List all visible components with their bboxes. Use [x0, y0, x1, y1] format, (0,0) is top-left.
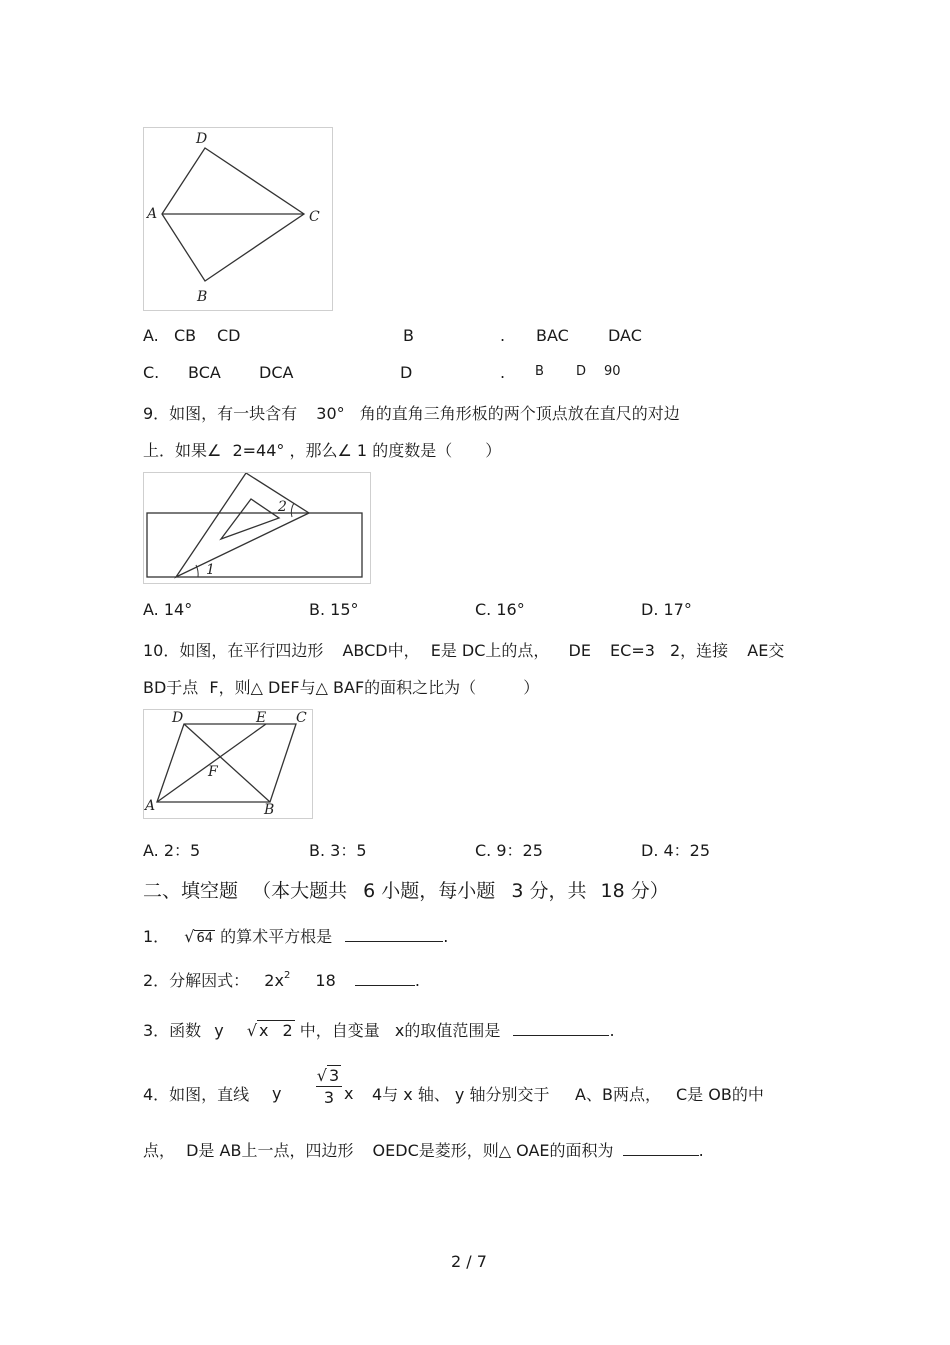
page-number: 2 / 7: [451, 1252, 487, 1271]
label-c: C: [296, 710, 307, 726]
q10-optA: A. 2：5: [143, 841, 201, 860]
q8-optC-letter: C.: [143, 363, 160, 382]
q8-optD-dot: .: [500, 363, 506, 382]
q10-line2: [143, 675, 539, 698]
fill-q2-num: 2．分解因式：: [143, 971, 250, 990]
q9-line2-a: 上．如果∠: [143, 441, 222, 460]
label-a: A: [145, 798, 156, 814]
section-2-title-a: 二、填空题: [143, 880, 239, 902]
fill-q4-num: 4．如图，直线: [143, 1085, 250, 1104]
q9-line1-c: 角的直角三角形板的两个顶点放在直尺的对边: [359, 404, 680, 423]
figure-kite-abcd: [143, 127, 333, 311]
figure-ruler-triangle: [143, 472, 371, 584]
fill-q1-radicand: 64: [196, 931, 214, 946]
q9-line2: [143, 438, 501, 461]
q10-line1-e: EC=3: [610, 641, 655, 660]
section-2-title-c: 6 小题，每小题: [363, 880, 496, 902]
section-2-title-d: 3 分，共: [511, 880, 587, 902]
label-a: A: [147, 206, 158, 222]
label-f: F: [208, 764, 218, 780]
fill-q1-end: .: [443, 927, 449, 946]
fill-q4-C: C是 OB的中: [676, 1085, 764, 1104]
fill-q4-A: A、: [575, 1085, 602, 1104]
section-2-title: [143, 876, 669, 903]
fill-q4-line2: [143, 1138, 704, 1161]
fraction-bar: [316, 1086, 342, 1087]
q9-optC: C. 16°: [475, 600, 525, 619]
fill-q1-num: 1．: [143, 927, 170, 946]
q10-line1-b: ABCD中，: [342, 641, 420, 660]
fill-q4-den: 3: [323, 1088, 335, 1107]
fill-q1-blank[interactable]: [345, 927, 443, 942]
fill-q2-blank[interactable]: [355, 971, 415, 986]
q8-optA-2: CD: [217, 326, 241, 345]
q9-line2-d: ）: [485, 441, 502, 460]
section-2-title-e: 18 分）: [600, 880, 669, 902]
fill-q3-rad-x: x: [259, 1021, 269, 1040]
q8-optC-1: BCA: [188, 363, 221, 382]
fill-q3-num: 3．函数: [143, 1021, 202, 1040]
triangle-outer: [176, 473, 309, 577]
fill-q4-x: x: [344, 1084, 354, 1103]
q10-line1-a: 10．如图，在平行四边形: [143, 641, 324, 660]
q9-optB: B. 15°: [309, 600, 359, 619]
q9-line2-b: 2=44°: [232, 441, 285, 460]
segment-bd: [184, 724, 270, 802]
q8-optA-1: CB: [174, 326, 197, 345]
q10-optC: C. 9：25: [475, 841, 543, 860]
q10-line2-b: F，则△ DEF与△ BAF的面积之比为（: [209, 678, 477, 697]
label-1: 1: [206, 562, 215, 578]
fill-q3-blank[interactable]: [513, 1021, 609, 1036]
q10-line1-c: E是 DC上的点，: [430, 641, 550, 660]
q8-optD-2: D: [576, 364, 587, 379]
fill-q4-line2-b: D是 AB上一点，四边形: [186, 1141, 354, 1160]
fill-q4-num3: 3: [329, 1066, 340, 1085]
fill-q3-x: x的取值范围是: [394, 1021, 501, 1040]
fill-q2-exp: 2: [283, 970, 291, 981]
segment-ae: [157, 724, 266, 802]
ruler: [147, 513, 362, 577]
q9-line2-c: ，那么∠ 1 的度数是（: [289, 441, 453, 460]
label-c: C: [309, 209, 320, 225]
q8-optB-1: BAC: [536, 326, 569, 345]
q8-optA-letter: A.: [143, 326, 159, 345]
q8-optD-letter: D: [400, 363, 413, 382]
fill-q4-4: 4与 x 轴、 y 轴分别交于: [372, 1085, 550, 1104]
fill-q3-radicand: [257, 1020, 295, 1040]
fill-q4-blank[interactable]: [623, 1141, 699, 1156]
fill-q3-rad-2: 2: [282, 1021, 293, 1040]
q9-line1-a: 9．如图，有一块含有: [143, 404, 298, 423]
fill-q1-text: 的算术平方根是: [220, 927, 333, 946]
sqrt-sign: √: [246, 1021, 258, 1040]
q8-optB-2: DAC: [608, 326, 642, 345]
triangle-inner: [221, 499, 279, 539]
q10-line1-f: 2，连接: [670, 641, 729, 660]
q8-optD-1: B: [535, 364, 544, 379]
q9-line1: [143, 401, 680, 424]
fill-q2-end: .: [414, 971, 420, 990]
fill-q2-a: 2x: [264, 971, 284, 990]
label-b: B: [197, 289, 208, 305]
label-b: B: [264, 802, 275, 818]
q10-optB: B. 3：5: [309, 841, 367, 860]
fill-q1: [143, 924, 448, 947]
q10-optD: D. 4：25: [641, 841, 711, 860]
q10-line2-a: BD于点: [143, 678, 199, 697]
label-d: D: [196, 131, 208, 147]
label-2: 2: [278, 499, 287, 515]
fill-q3-y: y: [214, 1021, 224, 1040]
q8-optB-letter: B: [403, 326, 414, 345]
fill-q4-y: y: [272, 1084, 282, 1103]
label-d: D: [172, 710, 184, 726]
fill-q4-line2-c: OEDC是菱形，则△ OAE的面积为: [372, 1141, 614, 1160]
fill-q3-end: .: [609, 1021, 615, 1040]
q8-optC-2: DCA: [259, 363, 294, 382]
fill-q4-B: B两点，: [602, 1085, 661, 1104]
fill-q3: [143, 1018, 615, 1041]
figure-parallelogram: [143, 709, 313, 819]
sqrt-sign: √: [184, 927, 195, 946]
fill-q2-b: 18: [315, 971, 336, 990]
q9-line1-b: 30°: [316, 404, 345, 423]
angle-2-arc: [291, 503, 294, 517]
fill-q2: [143, 968, 420, 991]
fill-q4-end: .: [698, 1141, 704, 1160]
q8-optB-dot: .: [500, 326, 506, 345]
q9-optA: A. 14°: [143, 600, 193, 619]
q8-optD-3: 90: [604, 364, 621, 379]
fill-q4-fraction: [316, 1066, 342, 1107]
fill-q3-text: 中，自变量: [299, 1021, 380, 1040]
sqrt-sign: √: [316, 1066, 327, 1085]
q9-optD: D. 17°: [641, 600, 692, 619]
label-e: E: [256, 710, 267, 726]
q10-line1-d: DE: [568, 641, 591, 660]
fill-q4-line2-a: 点，: [143, 1141, 176, 1160]
q10-line1-g: AE交: [747, 641, 785, 660]
fill-q4-fraction-num: [316, 1066, 342, 1085]
q10-line2-c: ）: [523, 678, 540, 697]
q10-line1: [143, 638, 784, 661]
section-2-title-b: （本大题共: [252, 880, 348, 902]
